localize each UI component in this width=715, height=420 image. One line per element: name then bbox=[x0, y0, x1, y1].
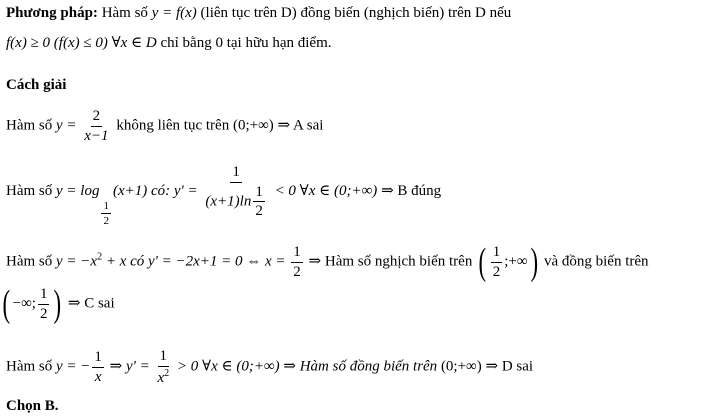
answer: Chọn B. bbox=[6, 398, 59, 414]
option-d-condition: > 0 ∀x ∈ (0;+∞) ⇒ Hàm số đồng biến trên bbox=[173, 358, 441, 375]
option-c-int1-num: 1 bbox=[491, 244, 503, 263]
option-b-frac-num: 1 bbox=[230, 164, 242, 183]
option-c-formula: y = −x bbox=[56, 253, 98, 270]
method-formula: y = f(x) bbox=[151, 5, 197, 21]
option-c-formula-2: + x có y' = −2x+1 = 0 ⇔ x = bbox=[102, 253, 290, 270]
option-b-log: y = log bbox=[56, 183, 100, 200]
method-text-b: (liên tục trên D) đồng biến (nghịch biến) trên D nếu bbox=[196, 5, 512, 21]
option-c-text-1: ⇒ Hàm số nghịch biến trên bbox=[304, 253, 477, 270]
method-condition-text: chỉ bằng 0 tại hữu hạn điểm. bbox=[156, 35, 332, 51]
option-c-line-1 bbox=[6, 240, 649, 283]
option-a-interval: (0;+∞) bbox=[232, 117, 274, 134]
option-c-text-2: và đồng biến trên bbox=[540, 253, 649, 270]
option-b-frac-den bbox=[203, 183, 268, 220]
option-d-frac-2 bbox=[155, 348, 171, 386]
option-c-int2-rparen: ) bbox=[54, 282, 62, 325]
method-condition-formula: f(x) ≥ 0 (f(x) ≤ 0) ∀x ∈ D bbox=[6, 35, 157, 51]
option-b-condition: < 0 ∀x ∈ (0;+∞) bbox=[270, 183, 378, 200]
option-c-int1-tail: ;+∞ bbox=[504, 253, 528, 270]
option-d-lead: Hàm số bbox=[6, 358, 56, 375]
option-d-interval: (0;+∞) bbox=[440, 358, 482, 375]
option-a-lead: Hàm số bbox=[6, 117, 56, 134]
option-a-line bbox=[6, 108, 323, 144]
option-b-ln-frac bbox=[253, 184, 265, 220]
option-d-f2-den bbox=[155, 367, 171, 387]
option-d-frac-1 bbox=[92, 349, 104, 385]
option-b-den-pre: (x+1)ln bbox=[205, 192, 252, 209]
option-d-f1-num: 1 bbox=[92, 349, 104, 368]
method-line-2 bbox=[6, 36, 332, 51]
option-c-line-2 bbox=[2, 282, 115, 325]
option-d-y: y = − bbox=[56, 358, 91, 375]
option-c-x-frac bbox=[291, 244, 303, 280]
option-c-int2-lparen: ( bbox=[2, 282, 11, 325]
option-b-base-num: 1 bbox=[101, 200, 111, 214]
option-a-y: y = bbox=[56, 117, 81, 134]
option-d-f1-den: x bbox=[94, 368, 102, 385]
option-c-int1-rparen: ) bbox=[530, 240, 538, 283]
option-d-f2-den-exp: 2 bbox=[164, 367, 170, 379]
option-a-fraction bbox=[82, 108, 110, 144]
option-c-int2-head: −∞; bbox=[12, 295, 36, 312]
option-d-conclusion: ⇒ D sai bbox=[481, 358, 534, 375]
option-b-formula-post: (x+1) có: y' = bbox=[112, 183, 202, 200]
option-d-mid: ⇒ y' = bbox=[105, 358, 154, 375]
method-label: Phương pháp: bbox=[6, 5, 98, 21]
option-a-conclusion: ⇒ A sai bbox=[273, 117, 324, 134]
option-d-f2-den-base: x bbox=[157, 369, 165, 386]
option-c-conclusion: ⇒ C sai bbox=[64, 295, 115, 312]
option-c-int2-num: 1 bbox=[38, 286, 50, 305]
option-b-conclusion: ⇒ B đúng bbox=[377, 183, 442, 200]
option-a-frac-den: x−1 bbox=[84, 127, 109, 144]
option-d-line bbox=[6, 348, 533, 386]
method-text-a: Hàm số bbox=[101, 5, 152, 21]
option-b-base-den: 2 bbox=[103, 215, 109, 228]
option-b-lead: Hàm số bbox=[6, 183, 56, 200]
method-line-1 bbox=[6, 6, 511, 21]
option-c-exp: 2 bbox=[97, 251, 103, 263]
option-b-derivative bbox=[203, 164, 268, 220]
option-b-log-base bbox=[101, 200, 111, 227]
solution-heading: Cách giải bbox=[6, 77, 67, 93]
option-a-text: không liên tục trên bbox=[112, 117, 233, 134]
option-a-frac-num: 2 bbox=[91, 108, 103, 127]
option-c-int2-frac bbox=[38, 286, 50, 322]
option-c-int1-lparen: ( bbox=[478, 240, 487, 283]
option-c-int1-den: 2 bbox=[492, 263, 501, 280]
option-c-x-num: 1 bbox=[291, 244, 303, 263]
option-c-x-den: 2 bbox=[293, 263, 301, 280]
option-d-f2-num: 1 bbox=[158, 348, 170, 367]
option-c-int2-den: 2 bbox=[39, 305, 48, 322]
option-b-ln-den: 2 bbox=[255, 203, 263, 219]
option-b-line bbox=[6, 164, 441, 227]
option-c-int1-frac bbox=[491, 244, 503, 280]
option-b-ln-num: 1 bbox=[253, 184, 265, 203]
option-c-lead: Hàm số bbox=[6, 253, 56, 270]
